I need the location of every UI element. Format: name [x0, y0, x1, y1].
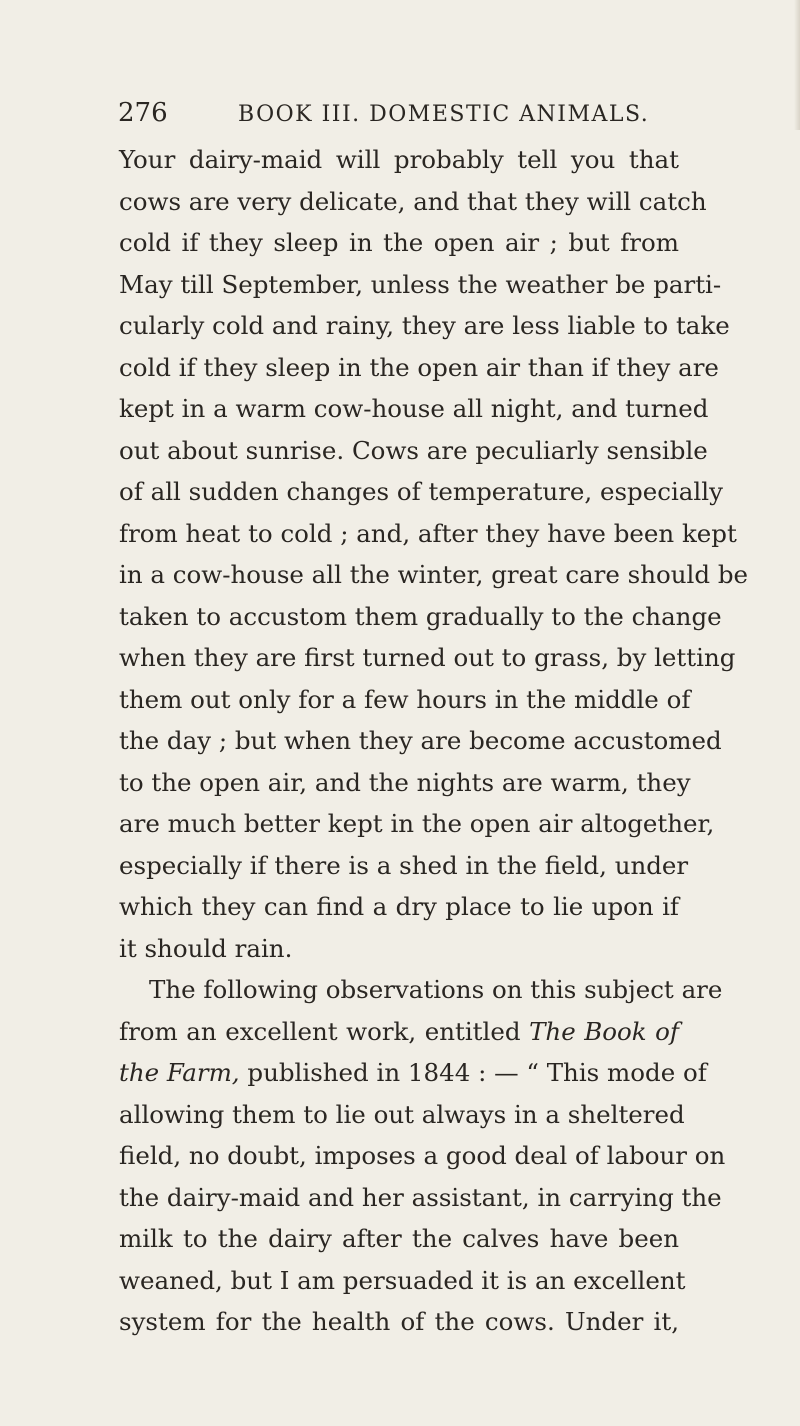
- text-line: cularly cold and rainy, they are less liable to take: [119, 311, 730, 340]
- text-line: kept in a warm cow-house all night, and turned: [119, 394, 709, 423]
- text-line: which they can find a dry place to lie upon if: [119, 892, 679, 921]
- text-line: out about sunrise. Cows are peculiarly sensible: [119, 435, 708, 465]
- page-edge-shadow: [794, 0, 800, 130]
- text-line: Your dairy-maid will probably tell you that: [119, 145, 679, 174]
- text-run: published in 1844 : — “ This mode of: [247, 1058, 707, 1087]
- text-line: taken to accustom them gradually to the change: [119, 601, 722, 631]
- text-line: to the open air, and the nights are warm, they: [119, 767, 691, 797]
- text-line: are much better kept in the open air altogether,: [119, 809, 715, 838]
- text-line: of all sudden changes of temperature, especially: [119, 477, 723, 506]
- text-line: from heat to cold ; and, after they have been kept: [119, 518, 737, 548]
- text-run: from an excellent work, entitled: [119, 1016, 521, 1046]
- running-head: [118, 94, 666, 134]
- text-line: cows are very delicate, and that they will catch: [119, 186, 707, 216]
- paragraph-first-line: The following observations on this subject are: [149, 975, 723, 1004]
- text-line: the dairy-maid and her assistant, in carrying the: [119, 1182, 722, 1212]
- book-title-italic: The Book of: [529, 1016, 679, 1046]
- text-line: weaned, but I am persuaded it is an excellent: [119, 1265, 686, 1295]
- text-line: system for the health of the cows. Under it,: [119, 1307, 679, 1336]
- text-line: cold if they sleep in the open air ; but from: [119, 228, 679, 257]
- text-line: allowing them to lie out always in a sheltered: [119, 1099, 685, 1129]
- page-number: 276: [118, 98, 168, 128]
- body-text: [119, 139, 749, 1343]
- text-line: them out only for a few hours in the middle of: [119, 684, 691, 714]
- text-line: when they are first turned out to grass, by letting: [119, 643, 736, 672]
- text-line: especially if there is a shed in the field, under: [119, 850, 689, 880]
- text-line: milk to the dairy after the calves have been: [119, 1224, 679, 1253]
- text-line: [119, 1011, 679, 1053]
- text-line: the day ; but when they are become accustomed: [119, 726, 722, 755]
- book-title-italic: the Farm,: [119, 1058, 240, 1087]
- text-line: [119, 1052, 707, 1094]
- text-line: in a cow-house all the winter, great care should be: [119, 560, 749, 589]
- text-line: it should rain.: [119, 933, 293, 963]
- text-line: May till September, unless the weather be parti-: [119, 269, 722, 299]
- text-line: cold if they sleep in the open air than if they are: [119, 352, 719, 382]
- text-line: field, no doubt, imposes a good deal of labour on: [119, 1141, 726, 1170]
- running-title: BOOK III. DOMESTIC ANIMALS.: [238, 102, 650, 127]
